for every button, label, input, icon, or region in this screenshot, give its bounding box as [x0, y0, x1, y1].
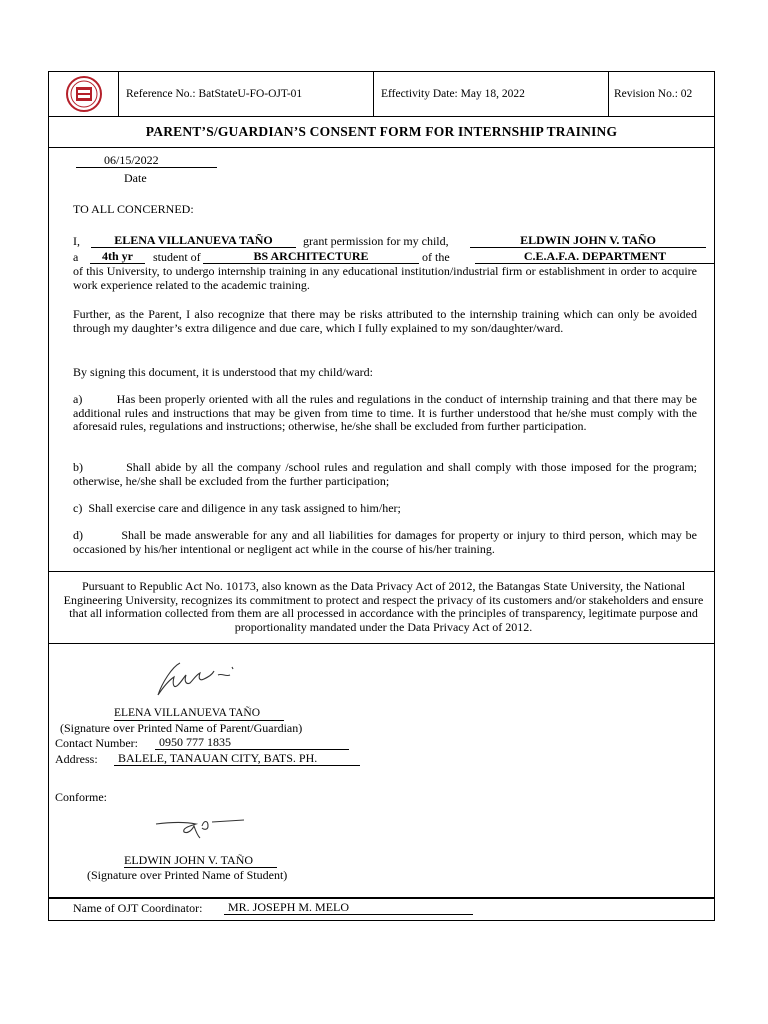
conforme-label: Conforme:: [55, 790, 107, 804]
form-title: PARENT’S/GUARDIAN’S CONSENT FORM FOR INTERNSHIP TRAINING: [145, 124, 618, 139]
item-d: d) Shall be made answerable for any and all liabilities for damages for property or injury to third person, which may be occasioned by his/her intentional or negligent act while in the course of his/her training.: [73, 528, 700, 556]
address-label: Address:: [55, 752, 98, 766]
header-divider: [48, 116, 715, 117]
parent-signature-caption: (Signature over Printed Name of Parent/Guardian): [60, 721, 303, 735]
privacy-notice: Pursuant to Republic Act No. 10173, also known as the Data Privacy Act of 2012, the Batangas State University, the National Engineering University, recognizes its commitment to protect and respect the privacy of its customers and/or stakeholders and ensure that all information collected from them are all processed in accordance with the principles of transparency, legitimate purpose and proportionality mandated under the Data Privacy Act of 2012.: [63, 579, 704, 634]
coordinator-value: MR. JOSEPH M. MELO: [224, 900, 473, 915]
coordinator-label: Name of OJT Coordinator:: [73, 901, 203, 915]
parent-name-field: ELENA VILLANUEVA TAÑO: [91, 233, 296, 248]
year-level-field: 4th yr: [90, 249, 145, 264]
reference-number: Reference No.: BatStateU-FO-OJT-01: [126, 88, 303, 100]
date-label: Date: [124, 171, 147, 185]
consent-i-label: I,: [73, 234, 80, 248]
grant-text: grant permission for my child,: [303, 234, 449, 248]
contact-number-label: Contact Number:: [55, 736, 138, 750]
header-col-divider: [608, 71, 609, 116]
effectivity-date: Effectivity Date: May 18, 2022: [381, 88, 525, 100]
revision-number: Revision No.: 02: [614, 88, 693, 100]
student-signature-caption: (Signature over Printed Name of Student): [87, 868, 288, 882]
paragraph-signing: By signing this document, it is understood that my child/ward:: [73, 365, 373, 379]
form-frame: [48, 71, 715, 921]
salutation: TO ALL CONCERNED:: [73, 202, 194, 216]
consent-a-label: a: [73, 250, 79, 264]
header-col-divider: [373, 71, 374, 116]
student-signature-image: [152, 812, 247, 847]
privacy-top-divider: [48, 571, 715, 572]
coordinator-divider: [48, 897, 715, 899]
child-name-field: ELDWIN JOHN V. TAÑO: [470, 233, 706, 248]
parent-signature-image: [152, 655, 242, 706]
item-a: a) Has been properly oriented with all the rules and regulations in the conduct of internship training and that there may be additional rules and instructions that may be given from time to time. It is further understood that he/she must comply with the aforesaid rules, regulations and instructions; otherwise, he/she shall be excluded from further participation.: [73, 392, 700, 433]
address-value: BALELE, TANAUAN CITY, BATS. PH.: [114, 751, 360, 766]
program-field: BS ARCHITECTURE: [203, 249, 419, 264]
consent-rest-text: of this University, to undergo internship training in any educational institution/industrial firm or establishment in order to acquire work experience related to the academic training.: [73, 264, 697, 292]
item-c: c) Shall exercise care and diligence in any task assigned to him/her;: [73, 501, 401, 515]
date-value: 06/15/2022: [76, 153, 217, 168]
header-col-divider: [118, 71, 119, 116]
item-b: b) Shall abide by all the company /school rules and regulation and shall comply with those imposed for the program; otherwise, he/she shall be excluded from the further participation;: [73, 460, 700, 488]
privacy-bottom-divider: [48, 643, 715, 644]
student-printed-name: ELDWIN JOHN V. TAÑO: [124, 853, 277, 868]
university-logo: [64, 75, 104, 118]
student-of-label: student of: [153, 250, 201, 264]
title-divider: [48, 147, 715, 148]
department-field: C.E.A.F.A. DEPARTMENT: [475, 249, 715, 264]
paragraph-further: Further, as the Parent, I also recognize that there may be risks attributed to the internship training which can only be avoided through my daughter’s extra diligence and due care, which I fully explained to my son/daughter/ward.: [73, 307, 697, 335]
parent-printed-name: ELENA VILLANUEVA TAÑO: [114, 706, 284, 721]
contact-number-value: 0950 777 1835: [155, 735, 349, 750]
of-the-label: of the: [422, 250, 450, 264]
